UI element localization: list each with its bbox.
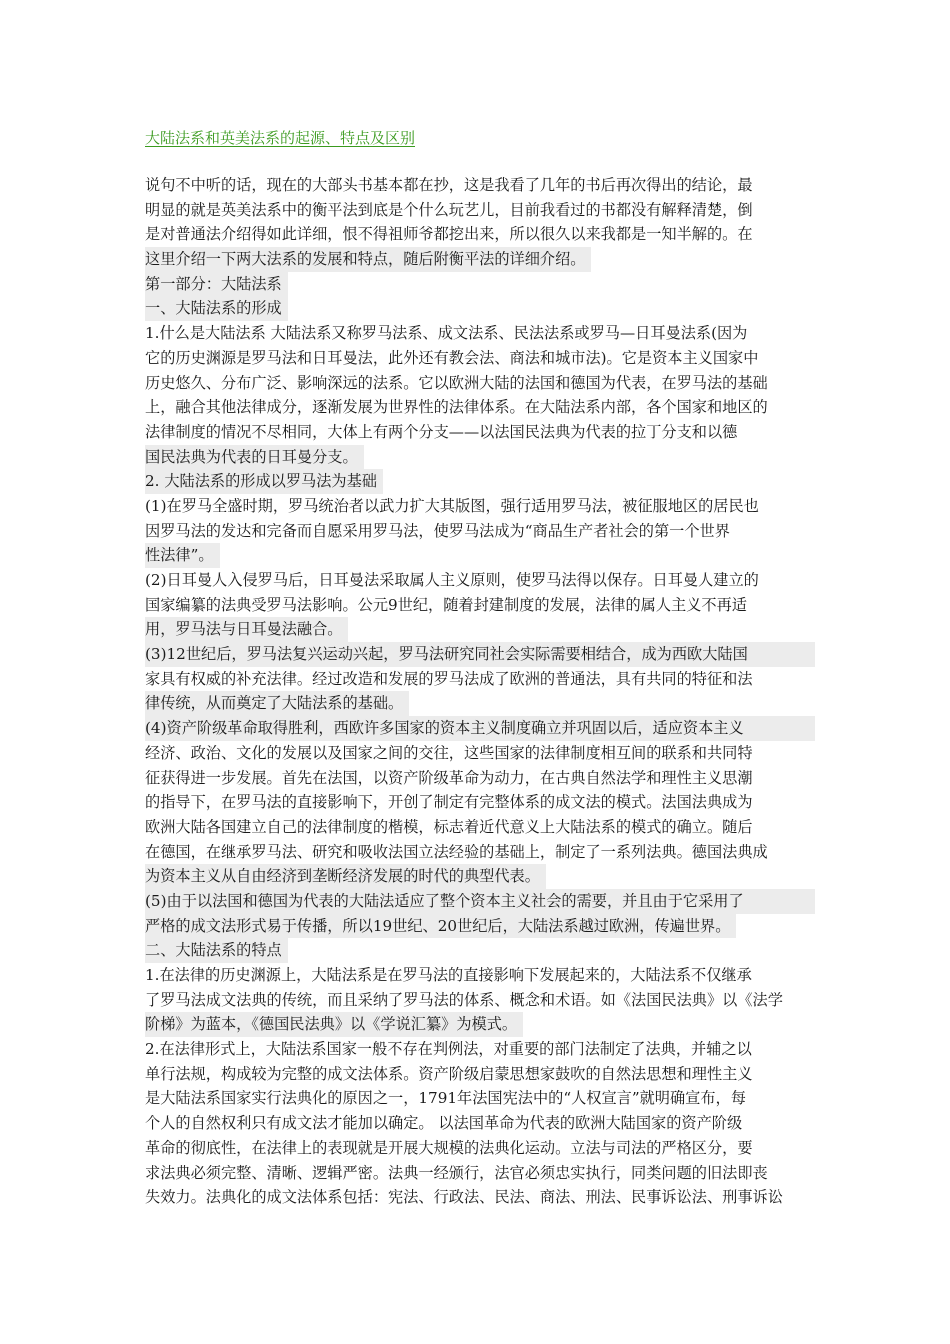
- text-line-content: 国民法典为代表的日耳曼分支。: [145, 445, 364, 470]
- text-line-content: 1.在法律的历史渊源上，大陆法系是在罗马法的直接影响下发展起来的，大陆法系不仅继承: [145, 966, 752, 984]
- text-line: [145, 667, 815, 692]
- text-line-content: 法律制度的情况不尽相同，大体上有两个分支——以法国民法典为代表的拉丁分支和以德: [145, 422, 738, 441]
- text-line-content: 经济、政治、文化的发展以及国家之间的交往，这些国家的法律制度相互间的联系和共同特: [145, 743, 753, 762]
- text-line: [145, 173, 815, 198]
- text-line-content: 严格的成文法形式易于传播，所以19世纪、20世纪后，大陆法系越过欧洲，传遍世界。: [145, 914, 736, 939]
- text-line: [145, 519, 815, 544]
- text-line: [145, 469, 815, 494]
- text-line-content: 上，融合其他法律成分，逐渐发展为世界性的法律体系。在大陆法系内部，各个国家和地区的: [145, 398, 768, 417]
- text-line: [145, 543, 815, 568]
- text-line: [145, 371, 815, 396]
- text-line: [145, 766, 815, 791]
- text-line: [145, 864, 815, 889]
- text-line-content: 明显的就是英美法系中的衡平法到底是个什么玩艺儿，目前我看过的书都没有解释清楚，倒: [145, 200, 753, 219]
- text-line: [145, 1037, 815, 1062]
- text-line: [145, 568, 815, 593]
- text-line-content: 二、大陆法系的特点: [145, 938, 288, 963]
- text-line-content: (3)12世纪后，罗马法复兴运动兴起，罗马法研究同社会实际需要相结合，成为西欧大陆国: [145, 645, 748, 664]
- text-line-content: 说句不中听的话，现在的大部头书基本都在抄，这是我看了几年的书后再次得出的结论，最: [145, 176, 753, 194]
- text-line-content: 这里介绍一下两大法系的发展和特点，随后附衡平法的详细介绍。: [145, 247, 591, 272]
- text-line: [145, 691, 815, 716]
- text-line: [145, 617, 815, 642]
- text-line-content: 律传统，从而奠定了大陆法系的基础。: [145, 691, 409, 716]
- text-line-content: 一、大陆法系的形成: [145, 296, 288, 321]
- text-line: [145, 420, 815, 445]
- text-line-content: 在德国，在继承罗马法、研究和吸收法国立法经验的基础上，制定了一系列法典。德国法典成: [145, 842, 768, 861]
- text-line: [145, 716, 815, 741]
- text-line-content: 家具有权威的补充法律。经过改造和发展的罗马法成了欧洲的普通法，具有共同的特征和法: [145, 669, 753, 688]
- text-line: [145, 840, 815, 865]
- text-line-content: 阶梯》为蓝本，《德国民法典》以《学说汇纂》为模式。: [145, 1012, 523, 1037]
- text-line: [145, 790, 815, 815]
- text-line: [145, 247, 815, 272]
- text-line: [145, 346, 815, 371]
- text-line: [145, 642, 815, 667]
- text-line: [145, 963, 815, 988]
- text-line-content: (4)资产阶级革命取得胜利，西欧许多国家的资本主义制度确立并巩固以后，适应资本主义: [145, 719, 744, 738]
- text-line: [145, 222, 815, 247]
- text-line: [145, 1185, 815, 1210]
- text-line: [145, 1062, 815, 1087]
- text-line-content: 是对普通法介绍得如此详细，恨不得祖师爷都挖出来，所以很久以来我都是一知半解的。在: [145, 225, 753, 244]
- text-line-content: 用，罗马法与日耳曼法融合。: [145, 617, 348, 642]
- text-line: [145, 445, 815, 470]
- text-line-content: 征获得进一步发展。首先在法国，以资产阶级革命为动力，在古典自然法学和理性主义思潮: [145, 768, 753, 787]
- text-line-content: 2. 大陆法系的形成以罗马法为基础: [145, 469, 383, 494]
- text-line: [145, 395, 815, 420]
- text-line-content: 了罗马法成文法典的传统，而且采纳了罗马法的体系、概念和术语。如《法国民法典》以《法学: [145, 990, 783, 1009]
- text-line: [145, 1136, 815, 1161]
- text-line-content: 欧洲大陆各国建立自己的法律制度的楷模，标志着近代意义上大陆法系的模式的确立。随后: [145, 817, 753, 836]
- text-line: [145, 1086, 815, 1111]
- text-line: [145, 494, 815, 519]
- document-body: [145, 173, 815, 1210]
- text-line-content: 为资本主义从自由经济到垄断经济发展的时代的典型代表。: [145, 864, 546, 889]
- text-line-content: 第一部分：大陆法系: [145, 272, 288, 297]
- text-line-content: 的指导下，在罗马法的直接影响下，开创了制定有完整体系的成文法的模式。法国法典成为: [145, 793, 753, 812]
- text-line: [145, 593, 815, 618]
- text-line-content: (5)由于以法国和德国为代表的大陆法适应了整个资本主义社会的需要，并且由于它采用了: [145, 891, 744, 910]
- document-title-link[interactable]: 大陆法系和英美法系的起源、特点及区别: [145, 129, 416, 147]
- text-line: [145, 321, 815, 346]
- text-line-content: 1.什么是大陆法系 大陆法系又称罗马法系、成文法系、民法法系或罗马—日耳曼法系(因为: [145, 324, 748, 343]
- text-line-content: (1)在罗马全盛时期，罗马统治者以武力扩大其版图，强行适用罗马法，被征服地区的居民也: [145, 496, 759, 515]
- text-line: [145, 1012, 815, 1037]
- text-line: [145, 988, 815, 1013]
- text-line: [145, 938, 815, 963]
- text-line: [145, 815, 815, 840]
- text-line-content: 革命的彻底性，在法律上的表现就是开展大规模的法典化运动。立法与司法的严格区分，要: [145, 1138, 753, 1157]
- text-line: [145, 1161, 815, 1186]
- text-line-content: 历史悠久、分布广泛、影响深远的法系。它以欧洲大陆的法国和德国为代表，在罗马法的基础: [145, 373, 768, 392]
- text-line-content: (2)日耳曼人入侵罗马后，日耳曼法采取属人主义原则，使罗马法得以保存。日耳曼人建立的: [145, 571, 759, 589]
- text-line-content: 2.在法律形式上，大陆法系国家一般不存在判例法，对重要的部门法制定了法典，并辅之以: [145, 1040, 752, 1059]
- text-line-content: 求法典必须完整、清晰、逻辑严密。法典一经颁行，法官必须忠实执行，同类问题的旧法即丧: [145, 1163, 768, 1182]
- text-line-content: 因罗马法的发达和完备而自愿采用罗马法，使罗马法成为“商品生产者社会的第一个世界: [145, 521, 730, 540]
- text-line-content: 是大陆法系国家实行法典化的原因之一，1791年法国宪法中的“人权宣言”就明确宣布，每: [145, 1089, 746, 1108]
- text-line-content: 单行法规，构成较为完整的成文法体系。资产阶级启蒙思想家鼓吹的自然法思想和理性主义: [145, 1064, 753, 1083]
- text-line: [145, 914, 815, 939]
- text-line-content: 它的历史渊源是罗马法和日耳曼法，此外还有教会法、商法和城市法)。它是资本主义国家中: [145, 348, 759, 367]
- text-line-content: 失效力。法典化的成文法体系包括：宪法、行政法、民法、商法、刑法、民事诉讼法、刑事诉讼: [145, 1188, 783, 1207]
- text-line: [145, 1111, 815, 1136]
- text-line-content: 性法律”。: [145, 543, 220, 568]
- text-line: [145, 198, 815, 223]
- text-line-content: 个人的自然权利只有成文法才能加以确定。 以法国革命为代表的欧洲大陆国家的资产阶级: [145, 1114, 743, 1133]
- text-line-content: 国家编纂的法典受罗马法影响。公元9世纪，随着封建制度的发展，法律的属人主义不再适: [145, 595, 747, 614]
- text-line: [145, 741, 815, 766]
- text-line: [145, 296, 815, 321]
- text-line: [145, 889, 815, 914]
- text-line: [145, 272, 815, 297]
